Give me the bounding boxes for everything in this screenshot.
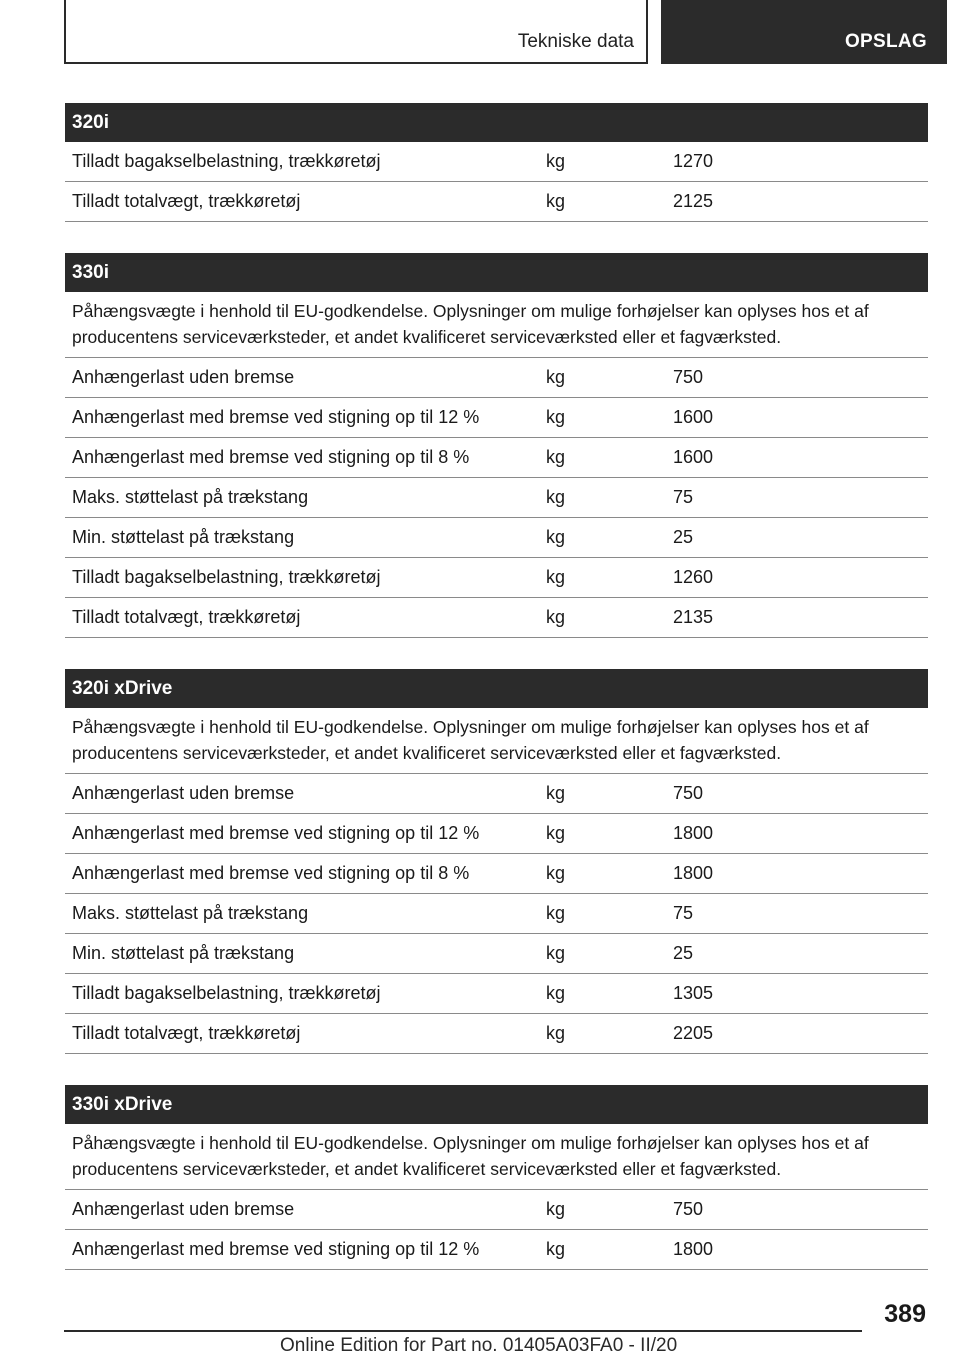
row-unit: kg xyxy=(546,567,566,587)
row-value: 1600 xyxy=(673,407,714,427)
row-value: 1800 xyxy=(673,1239,714,1259)
spec-block xyxy=(65,253,928,638)
block-note: Påhængsvægte i henhold til EU-godkendelse. Oplysninger om mulige forhøjelser kan oplyses hos et af producentens serviceværksteder, et andet kvalificeret serviceværksted eller et fagværksted. xyxy=(65,708,928,774)
row-unit: kg xyxy=(546,823,566,843)
row-label: Anhængerlast uden bremse xyxy=(72,367,295,387)
row-unit: kg xyxy=(546,863,566,883)
row-value: 1260 xyxy=(673,567,714,587)
row-value: 750 xyxy=(673,1199,704,1219)
table-row xyxy=(65,974,928,1014)
header-tab-label: OPSLAG xyxy=(844,31,927,52)
row-label: Tilladt totalvægt, trækkøretøj xyxy=(72,191,301,211)
row-label: Anhængerlast uden bremse xyxy=(72,1199,295,1219)
table-row xyxy=(65,894,928,934)
footer-divider xyxy=(64,1330,862,1332)
table-row xyxy=(65,934,928,974)
page-number: 389 xyxy=(884,1300,926,1328)
row-unit: kg xyxy=(546,151,566,171)
table-row xyxy=(65,854,928,894)
table-row xyxy=(65,358,928,398)
table-row xyxy=(65,182,928,222)
table-row xyxy=(65,1190,928,1230)
row-label: Anhængerlast med bremse ved stigning op til 12 % xyxy=(72,823,480,843)
row-unit: kg xyxy=(546,1199,566,1219)
row-label: Tilladt totalvægt, trækkøretøj xyxy=(72,607,301,627)
row-value: 2135 xyxy=(673,607,714,627)
row-label: Maks. støttelast på trækstang xyxy=(72,903,309,923)
row-value: 2205 xyxy=(673,1023,714,1043)
row-value: 750 xyxy=(673,783,704,803)
row-value: 1305 xyxy=(673,983,714,1003)
row-unit: kg xyxy=(546,983,566,1003)
row-unit: kg xyxy=(546,447,566,467)
table-row xyxy=(65,1230,928,1270)
row-label: Tilladt bagakselbelastning, trækkøretøj xyxy=(72,151,381,171)
row-value: 1600 xyxy=(673,447,714,467)
row-unit: kg xyxy=(546,607,566,627)
row-label: Tilladt bagakselbelastning, trækkøretøj xyxy=(72,567,381,587)
row-value: 1800 xyxy=(673,823,714,843)
row-unit: kg xyxy=(546,527,566,547)
row-unit: kg xyxy=(546,943,566,963)
table-row xyxy=(65,518,928,558)
row-value: 75 xyxy=(673,903,694,923)
row-value: 25 xyxy=(673,943,694,963)
block-title: 320i xyxy=(65,103,928,142)
spec-block xyxy=(65,669,928,1054)
table-row xyxy=(65,438,928,478)
row-label: Anhængerlast med bremse ved stigning op til 8 % xyxy=(72,863,470,883)
row-unit: kg xyxy=(546,367,566,387)
row-label: Anhængerlast med bremse ved stigning op til 8 % xyxy=(72,447,470,467)
header-tab xyxy=(661,0,947,64)
block-title: 330i xyxy=(65,253,928,292)
table-row xyxy=(65,774,928,814)
row-unit: kg xyxy=(546,191,566,211)
block-note: Påhængsvægte i henhold til EU-godkendelse. Oplysninger om mulige forhøjelser kan oplyses hos et af producentens serviceværksteder, et andet kvalificeret serviceværksted eller et fagværksted. xyxy=(65,1124,928,1190)
table-row xyxy=(65,142,928,182)
row-label: Tilladt totalvægt, trækkøretøj xyxy=(72,1023,301,1043)
row-unit: kg xyxy=(546,407,566,427)
row-unit: kg xyxy=(546,903,566,923)
row-value: 750 xyxy=(673,367,704,387)
row-unit: kg xyxy=(546,1023,566,1043)
row-value: 1800 xyxy=(673,863,714,883)
header-frame xyxy=(64,0,648,64)
row-unit: kg xyxy=(546,1239,566,1259)
table-row xyxy=(65,558,928,598)
row-unit: kg xyxy=(546,783,566,803)
spec-block xyxy=(65,1085,928,1270)
table-row xyxy=(65,478,928,518)
spec-block xyxy=(65,103,928,222)
row-label: Min. støttelast på trækstang xyxy=(72,943,295,963)
table-row xyxy=(65,398,928,438)
row-value: 2125 xyxy=(673,191,714,211)
row-label: Tilladt bagakselbelastning, trækkøretøj xyxy=(72,983,381,1003)
block-title: 320i xDrive xyxy=(65,669,928,708)
row-label: Maks. støttelast på trækstang xyxy=(72,487,309,507)
header-section-title: Tekniske data xyxy=(517,31,634,52)
row-label: Anhængerlast med bremse ved stigning op til 12 % xyxy=(72,407,480,427)
row-value: 1270 xyxy=(673,151,714,171)
row-label: Anhængerlast uden bremse xyxy=(72,783,295,803)
table-row xyxy=(65,1014,928,1054)
row-label: Min. støttelast på trækstang xyxy=(72,527,295,547)
table-row xyxy=(65,814,928,854)
row-unit: kg xyxy=(546,487,566,507)
table-row xyxy=(65,598,928,638)
edition-footer: Online Edition for Part no. 01405A03FA0 - II/20 xyxy=(280,1335,678,1356)
tech-data-content xyxy=(65,103,928,1301)
row-value: 25 xyxy=(673,527,694,547)
block-note: Påhængsvægte i henhold til EU-godkendelse. Oplysninger om mulige forhøjelser kan oplyses hos et af producentens serviceværksteder, et andet kvalificeret serviceværksted eller et fagværksted. xyxy=(65,292,928,358)
row-value: 75 xyxy=(673,487,694,507)
block-title: 330i xDrive xyxy=(65,1085,928,1124)
row-label: Anhængerlast med bremse ved stigning op til 12 % xyxy=(72,1239,480,1259)
